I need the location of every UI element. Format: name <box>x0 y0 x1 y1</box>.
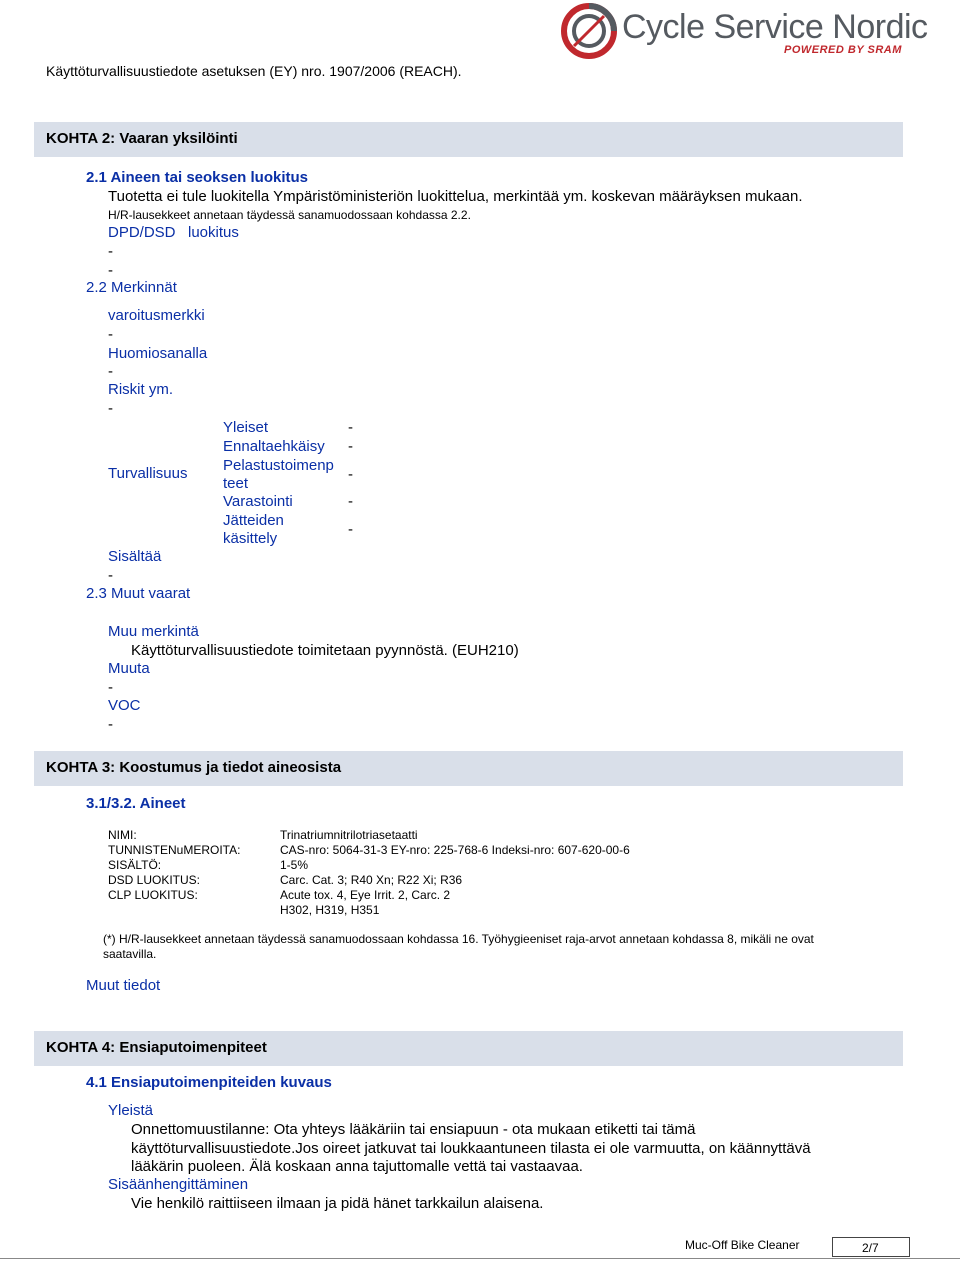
sisaanhengittaminen-text: Vie henkilö raittiiseen ilmaan ja pidä hänet tarkkailun alaisena. <box>131 1195 544 1212</box>
cycle-service-nordic-logo-icon <box>560 2 618 60</box>
section-3-heading: KOHTA 3: Koostumus ja tiedot aineosista <box>46 759 342 776</box>
label-yleista: Yleistä <box>108 1102 154 1119</box>
turv-value: - <box>348 438 353 455</box>
footer-divider <box>0 1258 960 1259</box>
label-varoitusmerkki: varoitusmerkki <box>108 307 205 324</box>
turv-value: - <box>348 419 353 436</box>
substance-label: SISÄLTÖ: <box>108 858 162 872</box>
section-4-heading: KOHTA 4: Ensiaputoimenpiteet <box>46 1039 267 1056</box>
company-logo <box>558 0 928 64</box>
turv-label-ennaltaehkaisy: Ennaltaehkäisy <box>223 438 325 455</box>
document-title: Käyttöturvallisuustiedote asetuksen (EY) nro. 1907/2006 (REACH). <box>46 63 462 79</box>
substance-value: 1-5% <box>280 858 309 872</box>
turv-label-pelastustoimenpiteet: Pelastustoimenp teet <box>223 457 334 492</box>
footer-page-number: 2/7 <box>862 1241 879 1255</box>
hr-statements-note: H/R-lausekkeet annetaan täydessä sanamuodossaan kohdassa 2.2. <box>108 208 471 222</box>
substance-value: CAS-nro: 5064-31-3 EY-nro: 225-768-6 Indeksi-nro: 607-620-00-6 <box>280 843 630 857</box>
muu-merkinta-text: Käyttöturvallisuustiedote toimitetaan pyynnöstä. (EUH210) <box>131 642 519 659</box>
section-4-heading-bar <box>34 1031 903 1066</box>
turv-value: - <box>348 521 353 538</box>
subsection-2-3-title: 2.3 Muut vaarat <box>86 585 191 602</box>
footer-page-box <box>832 1237 910 1257</box>
label-turvallisuus: Turvallisuus <box>108 465 188 482</box>
dash: - <box>108 243 113 260</box>
dash: - <box>108 262 113 279</box>
turv-label-yleiset: Yleiset <box>223 419 269 436</box>
dash: - <box>108 716 113 733</box>
subsection-3-1-title: 3.1/3.2. Aineet <box>86 795 186 812</box>
section-2-heading: KOHTA 2: Vaaran yksilöinti <box>46 130 238 147</box>
dash: - <box>108 400 113 417</box>
yleista-text-line3: lääkärin puoleen. Älä koskaan anna tajuttomalle vettä tai vastaavaa. <box>131 1158 583 1175</box>
section-2-heading-bar <box>34 122 903 157</box>
label-riskit: Riskit ym. <box>108 381 173 398</box>
classification-text: Tuotetta ei tule luokitella Ympäristöministeriön luokittelua, merkintää ym. koskevan määräyksen mukaan. <box>108 188 803 205</box>
hr-footnote-line2: saatavilla. <box>103 947 157 961</box>
dash: - <box>108 679 113 696</box>
label-muut-tiedot: Muut tiedot <box>86 977 161 994</box>
turv-label-varastointi: Varastointi <box>223 493 293 510</box>
subsection-4-1-title: 4.1 Ensiaputoimenpiteiden kuvaus <box>86 1074 332 1091</box>
dash: - <box>108 567 113 584</box>
yleista-text-line1: Onnettomuustilanne: Ota yhteys lääkäriin tai ensiapuun - ota mukaan etiketti tai tämä <box>131 1121 696 1138</box>
substance-label: TUNNISTENuMEROITA: <box>108 843 241 857</box>
turv-value: - <box>348 466 353 483</box>
dpd-label: DPD/DSD <box>108 224 176 241</box>
substance-value: Acute tox. 4, Eye Irrit. 2, Carc. 2 <box>280 888 451 902</box>
subsection-2-2-title: 2.2 Merkinnät <box>86 279 177 296</box>
label-sisaanhengittaminen: Sisäänhengittäminen <box>108 1176 249 1193</box>
label-muuta: Muuta <box>108 660 150 677</box>
turv-value: - <box>348 493 353 510</box>
logo-name: Cycle Service Nordic <box>622 8 928 46</box>
dpd-value: luokitus <box>188 224 239 241</box>
dash: - <box>108 363 113 380</box>
label-muu-merkinta: Muu merkintä <box>108 623 199 640</box>
subsection-2-1-title: 2.1 Aineen tai seoksen luokitus <box>86 169 309 186</box>
turv-label-jatteiden-kasittely: Jätteiden käsittely <box>223 512 284 547</box>
section-3-heading-bar <box>34 751 903 786</box>
substance-value: Carc. Cat. 3; R40 Xn; R22 Xi; R36 <box>280 873 463 887</box>
substance-label: NIMI: <box>108 828 137 842</box>
substance-label: CLP LUOKITUS: <box>108 888 198 902</box>
label-sisaltaa: Sisältää <box>108 548 162 565</box>
yleista-text-line2: käyttöturvallisuustiedote.Jos oireet jatkuvat tai loukkaantuneen tilasta ei ole varmuutta, on käännyttävä <box>131 1140 811 1157</box>
label-voc: VOC <box>108 697 141 714</box>
substance-value: H302, H319, H351 <box>280 903 380 917</box>
hr-footnote-line1: (*) H/R-lausekkeet annetaan täydessä sanamuodossaan kohdassa 16. Työhygieeniset raja-arvot annetaan kohdassa 8, mikäli ne ovat <box>103 932 814 946</box>
substance-value: Trinatriumnitrilotriasetaatti <box>280 828 418 842</box>
footer-product-name: Muc-Off Bike Cleaner <box>685 1238 800 1252</box>
substance-label: DSD LUOKITUS: <box>108 873 201 887</box>
logo-tagline: POWERED BY SRAM <box>784 44 902 56</box>
dash: - <box>108 326 113 343</box>
label-huomiosanalla: Huomiosanalla <box>108 345 208 362</box>
